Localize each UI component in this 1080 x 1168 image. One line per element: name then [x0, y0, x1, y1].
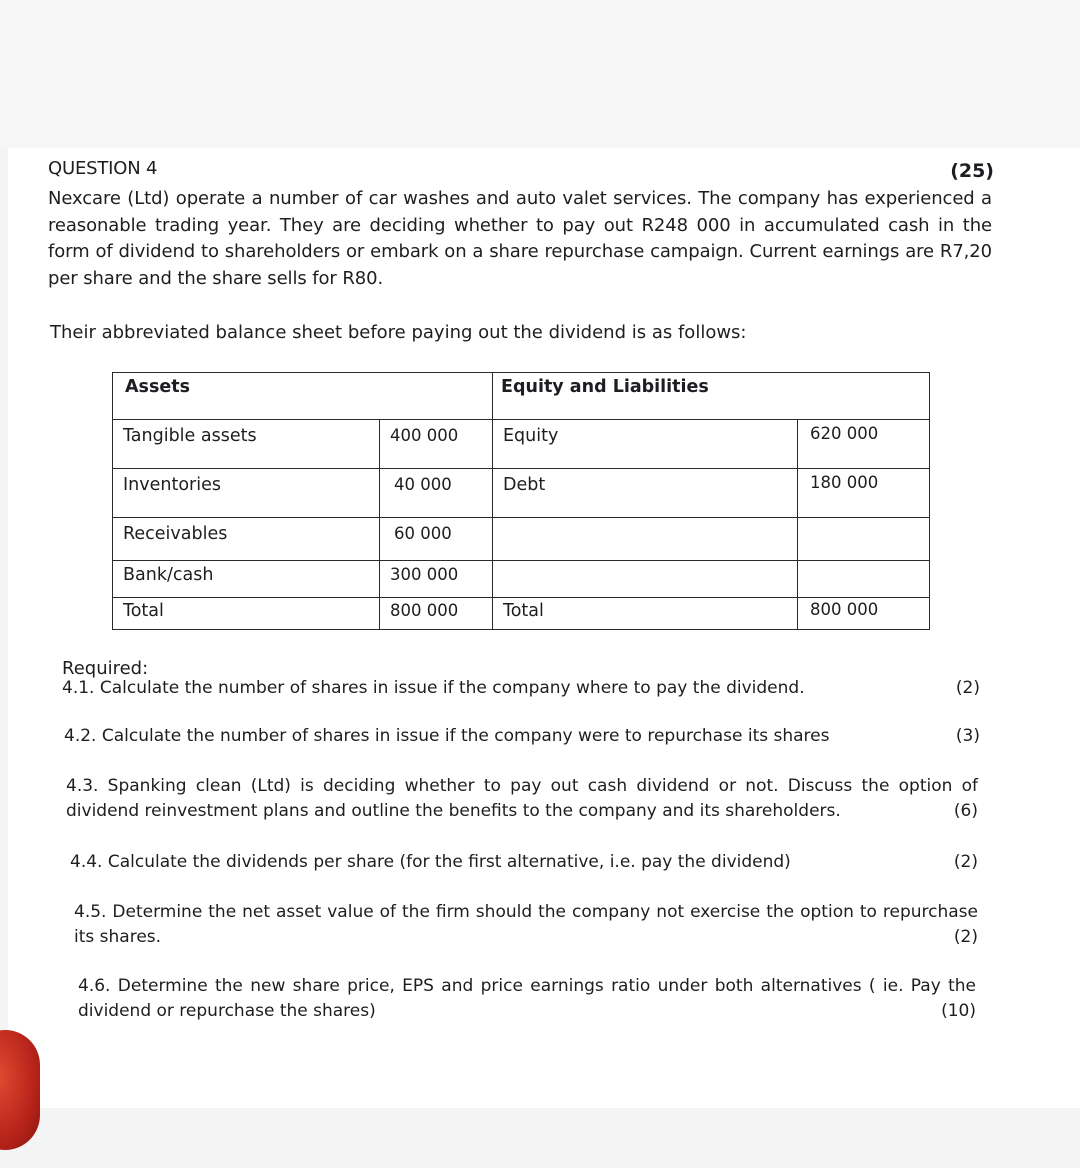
required-item-4-4 [70, 850, 978, 875]
liability-value [798, 561, 930, 598]
item-text: 4.2. Calculate the number of shares in issue if the company were to repurchase its shares [64, 726, 830, 746]
assets-header: Assets [113, 373, 493, 420]
liability-total-value: 800 000 [798, 598, 930, 630]
item-marks: (2) [953, 852, 978, 872]
table-row-total [113, 598, 930, 630]
required-item-4-1 [62, 676, 980, 701]
asset-label: Inventories [113, 469, 380, 518]
liability-total-label: Total [493, 598, 798, 630]
asset-label: Tangible assets [113, 420, 380, 469]
balance-sheet-table [112, 372, 930, 630]
question-intro: Nexcare (Ltd) operate a number of car washes and auto valet services. The company has experienced a reasonable trading year. They are deciding whether to pay out R248 000 in accumulated cash in the form of dividend to shareholders or embark on a share repurchase campaign. Current earnings are R7,20 per share and the share sells for R80. [48, 188, 992, 289]
asset-total-label: Total [113, 598, 380, 630]
item-marks: (10) [941, 1001, 976, 1021]
liability-value: 180 000 [798, 469, 930, 518]
asset-value: 400 000 [380, 420, 493, 469]
item-text: 4.4. Calculate the dividends per share (for the first alternative, i.e. pay the dividend) [70, 852, 791, 872]
item-marks: (2) [953, 927, 978, 947]
question-header [48, 158, 994, 184]
required-item-4-6 [78, 974, 976, 1024]
question-title: QUESTION 4 [48, 158, 158, 179]
bottom-background [0, 1108, 1080, 1168]
asset-label: Receivables [113, 518, 380, 561]
question-total-marks: (25) [950, 160, 994, 182]
liability-label [493, 518, 798, 561]
asset-value: 300 000 [380, 561, 493, 598]
table-row [113, 518, 930, 561]
asset-value: 40 000 [380, 469, 493, 518]
table-row [113, 420, 930, 469]
required-heading: Required: [62, 658, 149, 679]
liability-label: Debt [493, 469, 798, 518]
table-row [113, 561, 930, 598]
liability-label [493, 561, 798, 598]
item-marks: (6) [953, 801, 978, 821]
required-item-4-3 [66, 774, 978, 824]
balance-sheet-lead: Their abbreviated balance sheet before paying out the dividend is as follows: [50, 322, 747, 343]
item-text: 4.5. Determine the net asset value of the firm should the company not exercise the option to repurchase its shares. [74, 902, 978, 947]
item-text: 4.1. Calculate the number of shares in issue if the company where to pay the dividend. [62, 678, 805, 698]
item-marks: (2) [955, 678, 980, 698]
liability-value [798, 518, 930, 561]
top-background [0, 0, 1080, 148]
table-row [113, 469, 930, 518]
equity-liabilities-header: Equity and Liabilities [493, 373, 930, 420]
asset-total-value: 800 000 [380, 598, 493, 630]
item-text: 4.6. Determine the new share price, EPS and price earnings ratio under both alternatives ( ie. Pay the dividend or repurchase the shares) [78, 976, 976, 1021]
asset-value: 60 000 [380, 518, 493, 561]
required-item-4-5 [74, 900, 978, 950]
item-marks: (3) [955, 726, 980, 746]
asset-label: Bank/cash [113, 561, 380, 598]
thumb-edge [0, 1030, 40, 1150]
liability-value: 620 000 [798, 420, 930, 469]
item-text: 4.3. Spanking clean (Ltd) is deciding whether to pay out cash dividend or not. Discuss the option of dividend reinvestment plans and outline the benefits to the company and its shareholders. [66, 776, 978, 821]
table-header-row [113, 373, 930, 420]
required-item-4-2 [64, 724, 980, 749]
liability-label: Equity [493, 420, 798, 469]
